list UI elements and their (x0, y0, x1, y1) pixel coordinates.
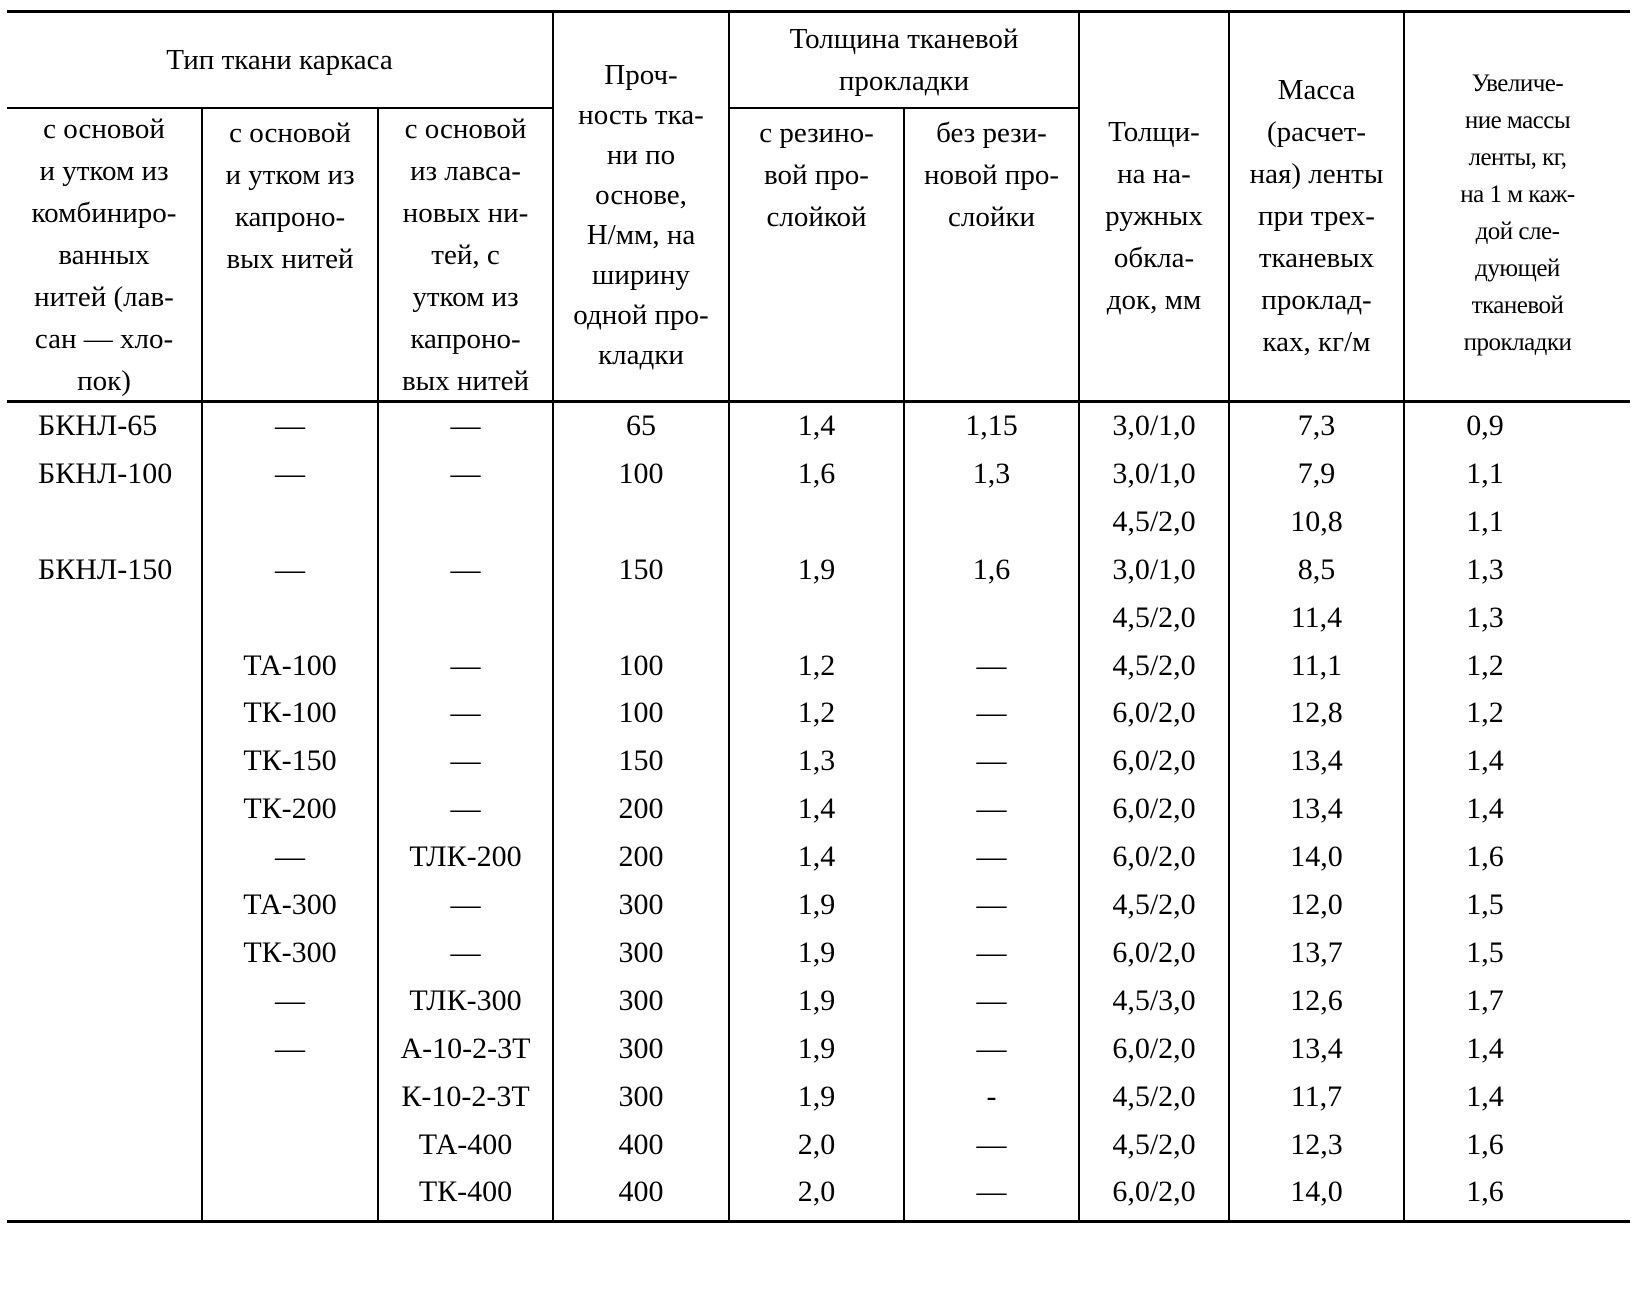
cell-fabric-capron: — (275, 457, 305, 490)
cell-mass-increase: 1,4 (1466, 1032, 1504, 1065)
cell-strength: 400 (618, 1128, 664, 1161)
cell-fabric-combined (7, 1167, 201, 1217)
cell-mass: 11,7 (1290, 1080, 1343, 1113)
cell-without-rubber: — (976, 888, 1007, 921)
cell-mass: 11,4 (1290, 601, 1343, 634)
header-mass: Масса (расчет- ная) ленты при трех- тканевых проклад- ках, кг/м (1249, 74, 1384, 358)
cell-fabric-capron: — (275, 984, 305, 1017)
cell-fabric-lavsan: — (450, 457, 481, 490)
cell-strength: 100 (618, 696, 664, 729)
cell-with-rubber: 1,9 (797, 984, 836, 1017)
cell-with-rubber: 2,0 (797, 1175, 836, 1208)
cell-with-rubber: 1,9 (797, 936, 836, 969)
cell-fabric-lavsan: — (450, 696, 481, 729)
cell-without-rubber: — (976, 649, 1007, 682)
cell-fabric-capron: ТК-300 (243, 936, 337, 969)
cell-fabric-combined (7, 688, 201, 738)
cell-fabric-lavsan: — (450, 792, 481, 825)
header-strength: Проч- ность тка- ни по основе, Н/мм, на ширину одной про- кладки (573, 59, 709, 371)
cell-mass-increase: 1,4 (1466, 744, 1504, 777)
cell-mass-increase: 1,1 (1466, 457, 1504, 490)
cell-with-rubber: 1,6 (797, 457, 836, 490)
cell-strength: 65 (626, 409, 656, 442)
header-fabric-lavsan: с основой из лавса- новых ни- тей, с утком из капроно- вых нитей (401, 112, 530, 397)
cell-mass: 14,0 (1290, 840, 1343, 873)
cell-fabric-capron (203, 497, 377, 547)
cell-with-rubber: 1,3 (797, 744, 836, 777)
cell-fabric-lavsan: К-10-2-3Т (401, 1080, 530, 1113)
cell-fabric-combined: БКНЛ-65 (38, 409, 158, 442)
cell-mass-increase: 1,3 (1466, 601, 1504, 634)
cell-fabric-lavsan: — (450, 744, 481, 777)
cell-mass-increase: 1,7 (1466, 984, 1504, 1017)
cell-strength: 300 (618, 888, 664, 921)
cell-mass-increase: 1,5 (1466, 888, 1504, 921)
cell-mass: 11,1 (1290, 649, 1343, 682)
cell-cover-thickness: 4,5/2,0 (1112, 888, 1196, 921)
cell-fabric-lavsan: — (450, 936, 481, 969)
cell-mass-increase: 1,6 (1466, 1175, 1504, 1208)
cell-cover-thickness: 4,5/2,0 (1112, 1080, 1196, 1113)
cell-strength: 150 (618, 553, 664, 586)
cell-with-rubber: 2,0 (797, 1128, 836, 1161)
cell-mass-increase: 1,6 (1466, 840, 1504, 873)
cell-fabric-combined (7, 832, 201, 882)
cell-fabric-lavsan: — (450, 409, 481, 442)
cell-strength: 300 (618, 936, 664, 969)
cell-without-rubber (905, 497, 1078, 547)
header-with-rubber: с резино- вой про- слойкой (759, 117, 874, 233)
cell-without-rubber: — (976, 1032, 1007, 1065)
cell-with-rubber: 1,2 (797, 696, 836, 729)
cell-fabric-combined (7, 784, 201, 834)
cell-cover-thickness: 4,5/2,0 (1112, 649, 1196, 682)
cell-mass: 12,0 (1290, 888, 1343, 921)
cell-mass-increase: 1,2 (1466, 696, 1504, 729)
cell-without-rubber: 1,3 (972, 457, 1011, 490)
header-fabric-combined: с основой и утком из комбиниро- ванных нитей (лав- сан — хло- пок) (31, 112, 177, 397)
cell-mass: 14,0 (1290, 1175, 1343, 1208)
cell-strength (554, 593, 728, 643)
cell-strength: 300 (618, 1080, 664, 1113)
cell-strength (554, 497, 728, 547)
cell-fabric-capron: ТК-200 (243, 792, 337, 825)
cell-with-rubber: 1,9 (797, 1080, 836, 1113)
cell-cover-thickness: 6,0/2,0 (1112, 936, 1196, 969)
table-bottom-rule (7, 1220, 1630, 1223)
cell-with-rubber: 1,2 (797, 649, 836, 682)
cell-strength: 300 (618, 984, 664, 1017)
cell-with-rubber (730, 497, 903, 547)
cell-fabric-lavsan: — (450, 888, 481, 921)
cell-strength: 200 (618, 840, 664, 873)
cell-fabric-combined (7, 976, 201, 1026)
cell-fabric-lavsan (379, 497, 552, 547)
cell-without-rubber: — (976, 1175, 1007, 1208)
cell-mass: 13,4 (1290, 1032, 1343, 1065)
cell-fabric-capron (203, 1120, 377, 1170)
header-layer-thickness: Толщина тканевой прокладки (789, 22, 1019, 97)
cell-cover-thickness: 6,0/2,0 (1112, 792, 1196, 825)
cell-fabric-capron: ТК-100 (243, 696, 337, 729)
cell-fabric-combined (7, 497, 201, 547)
cell-mass: 13,4 (1290, 792, 1343, 825)
header-without-rubber: без рези- новой про- слойки (924, 117, 1059, 233)
cell-fabric-capron (203, 1167, 377, 1217)
cell-strength: 150 (618, 744, 664, 777)
cell-fabric-capron: ТК-150 (243, 744, 337, 777)
cell-cover-thickness: 6,0/2,0 (1112, 744, 1196, 777)
cell-mass-increase: 1,6 (1466, 1128, 1504, 1161)
header-fabric-type: Тип ткани каркаса (166, 43, 393, 76)
cell-fabric-lavsan: А-10-2-3Т (400, 1032, 531, 1065)
cell-strength: 100 (618, 457, 664, 490)
cell-without-rubber: — (976, 936, 1007, 969)
cell-fabric-capron: ТА-100 (243, 649, 337, 682)
cell-with-rubber: 1,4 (797, 409, 836, 442)
cell-fabric-combined (7, 1024, 201, 1074)
cell-fabric-capron: — (275, 840, 305, 873)
cell-mass: 12,8 (1290, 696, 1343, 729)
cell-fabric-combined (7, 928, 201, 978)
cell-cover-thickness: 6,0/2,0 (1112, 1175, 1196, 1208)
cell-fabric-lavsan: ТЛК-200 (409, 840, 522, 873)
cell-with-rubber: 1,9 (797, 888, 836, 921)
cell-fabric-combined (7, 880, 201, 930)
cell-cover-thickness: 4,5/2,0 (1112, 505, 1196, 538)
cell-cover-thickness: 6,0/2,0 (1112, 1032, 1196, 1065)
cell-fabric-capron: — (275, 553, 305, 586)
cell-cover-thickness: 6,0/2,0 (1112, 840, 1196, 873)
cell-fabric-combined: БКНЛ-150 (38, 553, 173, 586)
cell-mass: 13,7 (1290, 936, 1343, 969)
cell-mass: 7,9 (1297, 457, 1336, 490)
cell-fabric-combined (7, 1120, 201, 1170)
cell-without-rubber: - (986, 1080, 997, 1113)
cell-cover-thickness: 3,0/1,0 (1112, 457, 1196, 490)
cell-fabric-capron (203, 1072, 377, 1122)
cell-fabric-capron (203, 593, 377, 643)
cell-without-rubber: — (976, 792, 1007, 825)
cell-cover-thickness: 6,0/2,0 (1112, 696, 1196, 729)
cell-mass-increase: 1,3 (1466, 553, 1504, 586)
cell-fabric-combined (7, 641, 201, 691)
cell-without-rubber: — (976, 696, 1007, 729)
cell-without-rubber: — (976, 840, 1007, 873)
cell-mass-increase: 1,5 (1466, 936, 1504, 969)
cell-fabric-capron: ТА-300 (243, 888, 337, 921)
cell-cover-thickness: 3,0/1,0 (1112, 409, 1196, 442)
cell-fabric-lavsan: — (450, 649, 481, 682)
cell-strength: 400 (618, 1175, 664, 1208)
cell-cover-thickness: 4,5/3,0 (1112, 984, 1196, 1017)
cell-cover-thickness: 4,5/2,0 (1112, 601, 1196, 634)
cell-fabric-combined (7, 736, 201, 786)
header-cover-thickness: Толщи- на на- ружных обкла- док, мм (1105, 116, 1203, 316)
cell-fabric-combined (7, 593, 201, 643)
cell-with-rubber: 1,9 (797, 553, 836, 586)
cell-strength: 200 (618, 792, 664, 825)
cell-without-rubber: — (976, 984, 1007, 1017)
cell-with-rubber: 1,4 (797, 840, 836, 873)
cell-mass: 7,3 (1297, 409, 1336, 442)
cell-mass: 10,8 (1290, 505, 1343, 538)
cell-fabric-lavsan: ТА-400 (418, 1128, 513, 1161)
cell-mass-increase: 1,4 (1466, 1080, 1504, 1113)
cell-with-rubber: 1,4 (797, 792, 836, 825)
cell-without-rubber: — (976, 744, 1007, 777)
cell-mass-increase: 1,2 (1466, 649, 1504, 682)
header-fabric-capron: с основой и утком из капроно- вых нитей (225, 117, 355, 275)
cell-without-rubber (905, 593, 1078, 643)
cell-fabric-combined: БКНЛ-100 (38, 457, 173, 490)
cell-fabric-capron: — (275, 1032, 305, 1065)
cell-without-rubber: 1,15 (965, 409, 1018, 442)
header-mass-increase: Увеличе- ние массы ленты, кг, на 1 м каж- дой сле- дующей тканевой прокладки (1460, 70, 1575, 356)
cell-fabric-lavsan: ТК-400 (418, 1175, 513, 1208)
cell-cover-thickness: 4,5/2,0 (1112, 1128, 1196, 1161)
cell-mass: 8,5 (1297, 553, 1336, 586)
cell-fabric-lavsan: — (450, 553, 481, 586)
cell-mass-increase: 0,9 (1466, 409, 1504, 442)
cell-mass-increase: 1,4 (1466, 792, 1504, 825)
cell-without-rubber: 1,6 (972, 553, 1011, 586)
cell-with-rubber (730, 593, 903, 643)
cell-mass: 12,3 (1290, 1128, 1343, 1161)
cell-fabric-combined (7, 1072, 201, 1122)
cell-strength: 300 (618, 1032, 664, 1065)
cell-cover-thickness: 3,0/1,0 (1112, 553, 1196, 586)
cell-strength: 100 (618, 649, 664, 682)
cell-mass-increase: 1,1 (1466, 505, 1504, 538)
cell-without-rubber: — (976, 1128, 1007, 1161)
cell-fabric-lavsan (379, 593, 552, 643)
cell-mass: 12,6 (1290, 984, 1343, 1017)
cell-with-rubber: 1,9 (797, 1032, 836, 1065)
cell-mass: 13,4 (1290, 744, 1343, 777)
cell-fabric-lavsan: ТЛК-300 (409, 984, 522, 1017)
cell-fabric-capron: — (275, 409, 305, 442)
